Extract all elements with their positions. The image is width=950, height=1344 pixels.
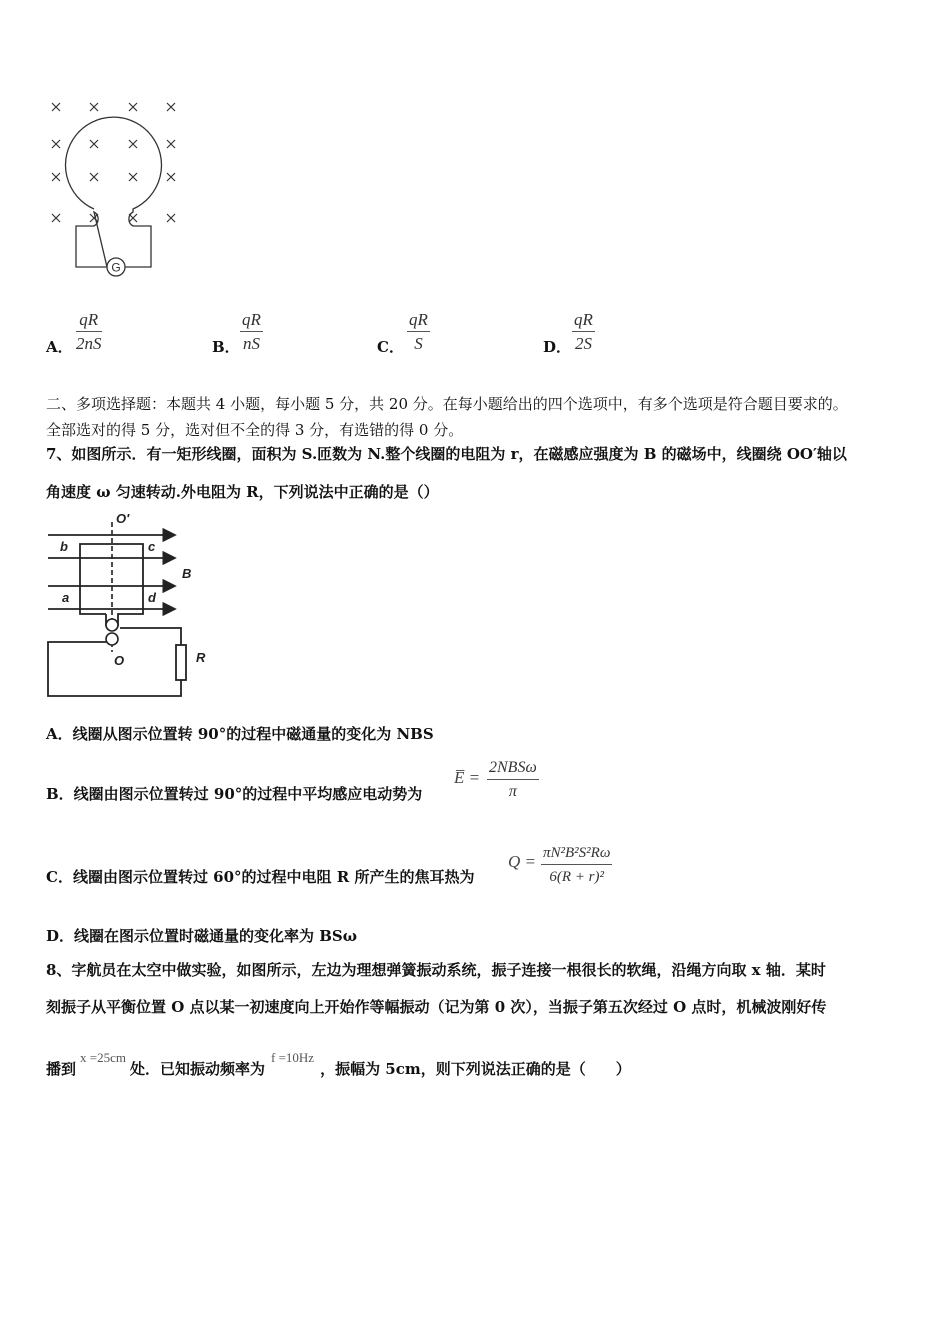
q7-option-c[interactable]: C．线圈由图示位置转过 60°的过程中电阻 R 所产生的焦耳热为 xyxy=(46,868,475,886)
resistor-icon xyxy=(176,645,186,680)
label-o: O xyxy=(114,653,125,668)
field-crosses xyxy=(52,103,175,222)
slip-ring-bottom xyxy=(106,633,118,645)
section2-line1: 二、多项选择题：本题共 4 小题，每小题 5 分，共 20 分。在每小题给出的四个选项中，有多个选项是符合题目要求的。 xyxy=(46,395,848,413)
label-d: d xyxy=(148,590,156,605)
q8-line2: 刻振子从平衡位置 O 点以某一初速度向上开始作等幅振动（记为第 0 次），当振子第五次经过 O 点时，机械波刚好传 xyxy=(46,998,827,1016)
section2-header xyxy=(46,391,908,443)
q8-f-value: f =10Hz xyxy=(271,1050,315,1065)
label-a: a xyxy=(62,590,70,605)
q8-line3-c: ，振幅为 5cm，则下列说法正确的是（ ） xyxy=(320,1060,631,1078)
q7-option-c-lhs: Q = xyxy=(508,852,536,871)
label-o-prime: O′ xyxy=(116,511,130,526)
magnetic-field-loop-figure xyxy=(40,92,190,282)
choice-c-letter[interactable]: C． xyxy=(377,338,404,356)
q7-option-b-fraction: 2NBSω π xyxy=(489,759,537,800)
choice-c-fraction: $\frac{qR}{S}$ xyxy=(409,310,428,353)
q7-stem-line2: 角速度 ω 匀速转动.外电阻为 R，下列说法中正确的是（） xyxy=(46,483,439,501)
q7-option-b-lhs: E̅ = xyxy=(454,768,481,787)
q7-option-d[interactable]: D．线圈在图示位置时磁通量的变化率为 BSω xyxy=(46,927,358,945)
choice-a-letter[interactable]: A． xyxy=(46,338,73,356)
label-r: R xyxy=(196,650,206,665)
choice-d-letter[interactable]: D． xyxy=(543,338,572,356)
galvanometer-label: G xyxy=(111,260,121,275)
q7-option-a[interactable]: A．线圈从图示位置转 90°的过程中磁通量的变化为 NBS xyxy=(46,725,434,743)
label-field-b: B xyxy=(182,566,192,581)
q7-option-c-fraction: $\frac{\text{πN²B²S²Rω}}{\text{6(R + r)²}}$ xyxy=(541,842,612,889)
choice-d-fraction: $\frac{qR}{2S}$ xyxy=(574,310,593,353)
slip-ring-top xyxy=(106,619,118,631)
choice-a-fraction: $\frac{qR}{2nS}$ xyxy=(76,310,102,353)
q8-line1: 8、字航员在太空中做实验，如图所示，左边为理想弹簧振动系统，振子连接一根很长的软绳，沿绳方向取 x 轴．某时 xyxy=(46,961,826,979)
rotating-coil-figure xyxy=(40,508,220,704)
q8-line3-a: 播到 xyxy=(46,1060,77,1078)
wire-loop xyxy=(66,117,162,267)
q8-x-value: x =25cm xyxy=(80,1050,126,1065)
q8-line3 xyxy=(46,1050,908,1083)
label-b: b xyxy=(60,539,68,554)
q8-line3-b: 处．已知振动频率为 xyxy=(129,1060,265,1078)
q7-stem-line1: 7、如图所示．有一矩形线圈，面积为 S.匝数为 N.整个线圈的电阻为 r，在磁感应强度为 B 的磁场中，线圈绕 OO′轴以 xyxy=(46,445,847,463)
q7-option-b[interactable]: B．线圈由图示位置转过 90°的过程中平均感应电动势为 xyxy=(46,785,423,803)
label-c: c xyxy=(148,539,156,554)
choice-b-letter[interactable]: B． xyxy=(212,338,240,356)
choice-b-fraction: $\frac{qR}{nS}$ xyxy=(242,310,261,353)
section2-line2: 全部选对的得 5 分，选对但不全的得 3 分，有选错的得 0 分。 xyxy=(46,421,464,439)
